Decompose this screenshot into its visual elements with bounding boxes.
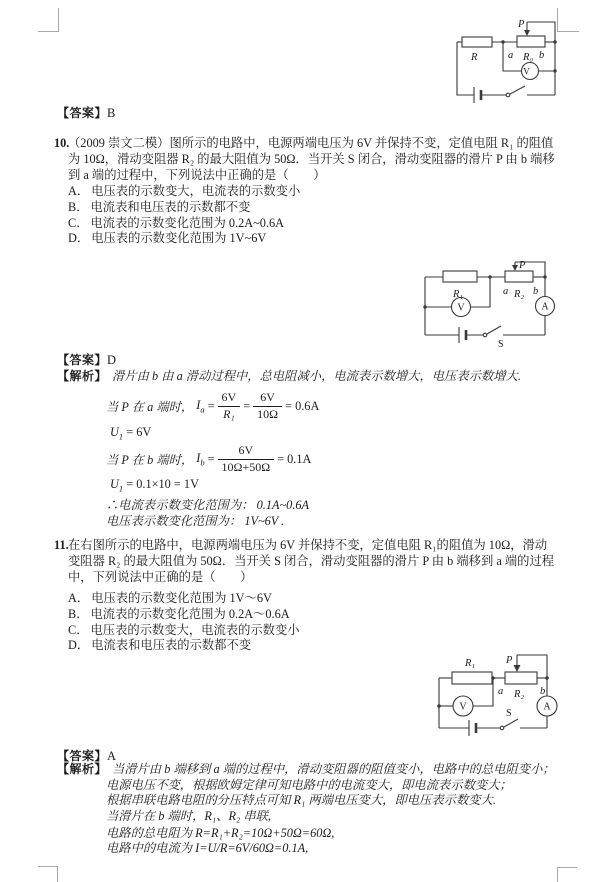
q10-option-d: D． 电压表的示数变化范围为 1V~6V	[68, 231, 267, 246]
answer-value: B	[107, 106, 116, 120]
q10-option-a: A． 电压表的示数变大，电流表的示数变小	[68, 183, 301, 198]
voltmeter-letter: V	[523, 66, 530, 77]
q11-stem-text: 在右图所示的电路中，电源两端电压为 6V 并保持不变，定值电阻 R₁的阻值为 10Ω，滑动变阻器 R₂ 的最大阻值为 50Ω．当开关 S 闭合，滑动变阻器的滑片 P 由 b 端移到 a 端的过程中，下列说法中正确的是（ ）	[68, 538, 555, 584]
circuit-q10-svg	[408, 256, 568, 352]
q11-option-d: D． 电流表和电压表的示数都不变	[68, 638, 252, 653]
q11-stem	[54, 538, 557, 586]
q10-stem-text: （2009 崇文二模）图所示的电路中，电源两端电压为 6V 并保持不变，定值电阻 R₁ 的阻值为 10Ω，滑动变阻器 R₂ 的最大阻值为 50Ω．当开关 S 闭合，滑动变阻器的滑片 P 由 b 端移到 a 端的过程中，下列说法中正确的是（ ）	[68, 136, 555, 182]
slider-arrow-icon	[514, 665, 521, 672]
circuit-q11	[424, 646, 582, 748]
q11-analysis-line6: 电路中的电流为 I=U/R=6V/60Ω=0.1A,	[106, 841, 309, 855]
fraction: $\frac{6V}{10\Omega}$	[253, 391, 282, 422]
switch-terminal	[483, 333, 487, 337]
rheostat-R0	[517, 36, 545, 47]
label-b: b	[540, 686, 546, 697]
ammeter-letter: A	[541, 301, 549, 313]
label-a: a	[498, 686, 504, 697]
switch-terminal	[500, 726, 504, 730]
ammeter-letter: A	[543, 701, 551, 713]
label-R2: R₂	[514, 289, 525, 300]
q11-option-c: C． 电压表的示数变大，电流表的示数变小	[68, 622, 300, 637]
crop-mark-top-left-v	[58, 8, 59, 32]
switch-lever	[510, 86, 525, 94]
q10-formula-Ia: 当 P 在 a 端时， $I_a$ = $\frac{6V}{\text{R₁}}$ = $\frac{6V}{10\Omega}$ = 0.6A	[106, 389, 320, 421]
switch-lever	[487, 326, 501, 334]
label-R1: R₁	[453, 289, 464, 300]
label-R1: R₁	[465, 658, 476, 669]
question-10	[54, 136, 557, 247]
question-11	[54, 538, 557, 654]
crop-mark-bottom-left-v	[57, 866, 58, 882]
q11-option-a: A． 电压表的示数变化范围为 1V～6V	[68, 590, 272, 605]
circuit-q9	[447, 14, 582, 119]
label-P: P	[519, 260, 526, 271]
circuit-q10	[408, 256, 568, 352]
switch-terminal	[506, 93, 510, 97]
label-R2: R₂	[514, 689, 525, 700]
q10-analysis-line1: 【解析】 滑片由 b 由 a 滑动过程中，总电阻减小，电流表示数增大，电压表示数增大.	[57, 369, 521, 383]
label-b: b	[533, 286, 539, 297]
switch-lever	[504, 719, 518, 727]
label-R0: R₀	[523, 52, 534, 63]
slider-arrow-icon	[524, 30, 530, 36]
label-R: R	[471, 52, 478, 63]
label-P: P	[518, 19, 525, 30]
fraction: $\frac{6V}{10\Omega+50\Omega}$	[218, 444, 275, 475]
voltmeter-letter: V	[457, 302, 465, 314]
q10-formula-U1: $U_1 = 6V$	[110, 425, 152, 442]
label-P: P	[506, 655, 513, 666]
q10-formula-U1b: $U_1 = 0.1\times 10 = 1V$	[110, 477, 199, 494]
label-b: b	[539, 50, 545, 61]
answer-label: 【答案】	[57, 106, 108, 120]
q11-analysis-line2: 电源电压不变，根据欧姆定律可知电路中的电流变大，即电流表示数变大；	[106, 778, 512, 792]
analysis-label: 【解析】	[57, 762, 108, 776]
crop-mark-bottom-left-h	[38, 866, 58, 867]
var-Ib: $I_b$	[196, 450, 205, 468]
resistor-R1	[452, 672, 492, 684]
voltmeter-letter: V	[459, 701, 467, 713]
label-S: S	[498, 339, 504, 350]
crop-mark-bottom-right-h	[557, 867, 577, 868]
q10-stem	[54, 136, 557, 184]
q11-number: 11.	[54, 538, 69, 552]
q11-option-b: B． 电流表的示数变化范围为 0.2A～0.6A	[68, 606, 290, 621]
fraction: $\frac{6V}{\text{R₁}}$	[218, 391, 241, 422]
crop-mark-bottom-right-v	[557, 867, 558, 882]
answer-10-line: 【答案】D	[57, 353, 117, 367]
label-S: S	[506, 708, 512, 719]
resistor-R	[462, 37, 492, 47]
q10-option-c: C． 电流表的示数变化范围为 0.2A~0.6A	[68, 215, 284, 230]
answer-11-line: 【答案】A	[57, 749, 117, 763]
q11-analysis-line5: 电路的总电阻为 R=R₁+R₂=10Ω+50Ω=60Ω,	[106, 826, 335, 840]
q10-formula-Ib: 当 P 在 b 端时， $I_b$ = $\frac{6V}{10\Omega+50\Omega}$ = 0.1A	[106, 442, 312, 474]
resistor-R1	[443, 271, 477, 282]
q11-analysis-line3: 根据串联电路电阻的分压特点可知 R₁ 两端电压变大，即电压表示数变大.	[106, 793, 496, 807]
rheostat-R2	[505, 271, 533, 282]
label-a: a	[508, 50, 514, 61]
q10-analysis-line6: 电压表示数变化范围为： 1V~6V .	[106, 514, 285, 528]
analysis-label: 【解析】	[57, 369, 108, 383]
crop-mark-top-left-h	[38, 31, 59, 32]
answer-9-line	[57, 104, 115, 121]
q10-number: 10.	[54, 136, 70, 150]
q10-analysis-line5: ∴电流表示数变化范围为： 0.1A~0.6A	[106, 498, 310, 512]
q10-option-b: B． 电流表和电压表的示数都不变	[68, 199, 251, 214]
rheostat-R2	[505, 672, 537, 684]
label-a: a	[503, 286, 509, 297]
var-Ia: $I_a$	[196, 397, 205, 415]
q11-analysis-line4: 当滑片在 b 端时，R₁、R₂ 串联,	[106, 809, 271, 823]
circuit-q11-svg	[424, 646, 582, 748]
q11-analysis-line1: 【解析】 当滑片由 b 端移到 a 端的过程中，滑动变阻器的阻值变小，电路中的总电阻变小；	[57, 762, 555, 776]
slider-arrow-icon	[512, 265, 518, 271]
circuit-q9-svg	[447, 14, 582, 119]
